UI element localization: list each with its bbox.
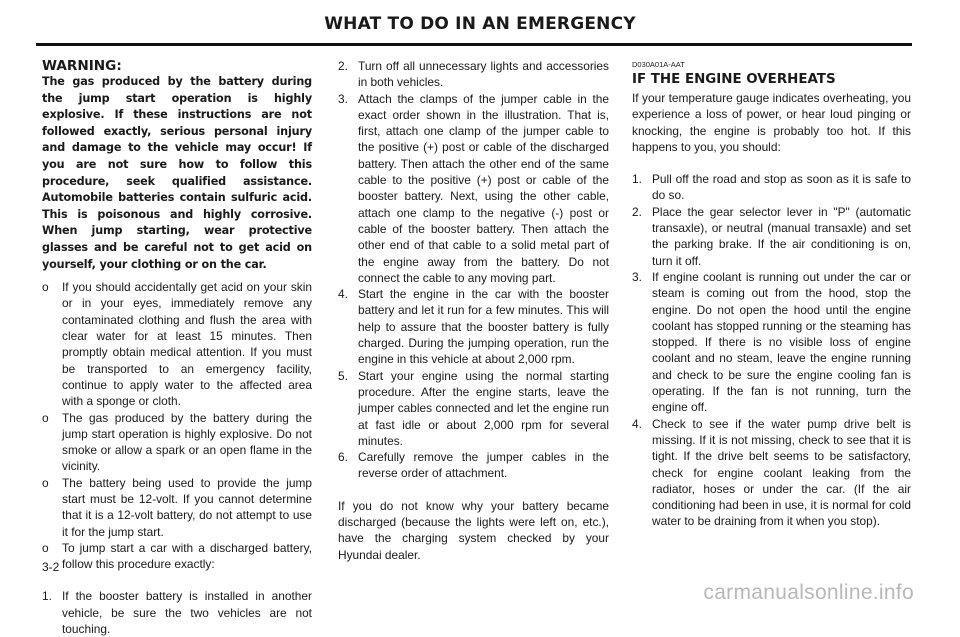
column-middle [338, 58, 609, 563]
bullet-list [42, 279, 312, 572]
bullet-marker: o [42, 410, 49, 425]
step-text: Pull off the road and stop as soon as it is safe to do so. [652, 172, 911, 203]
step-text: Attach the clamps of the jumper cable in the exact order shown in the illustration. That is, first, attach one clamp of the jumper cable to the positive (+) post or cable of the discharged battery. Then attach the other end of the same cable to the positive (+) post or cable of the booster battery. Next, using the other cable, attach one clamp to the negative (-) post or cable of the booster battery. Then attach the other end of that cable to a solid metal part of the engine away from the battery. Do not connect the cable to any moving part. [358, 91, 609, 285]
bullet-text: To jump start a car with a discharged battery, follow this procedure exactly: [62, 540, 312, 572]
step-number: 4. [632, 416, 642, 431]
header-rule [36, 43, 912, 46]
step-text: If the booster battery is installed in another vehicle, be sure the two vehicles are not touching. [62, 589, 312, 637]
step-item [338, 58, 609, 91]
list-item [42, 475, 312, 540]
closing-paragraph: If you do not know why your battery became discharged (because the lights were left on, etc.), have the charging system checked by your Hyundai dealer. [338, 498, 609, 562]
intro-paragraph: If your temperature gauge indicates overheating, you experience a loss of power, or hear loud pinging or knocking, the engine is probably too hot. If this happens to you, you should: [632, 91, 911, 154]
step-number: 4. [338, 287, 348, 302]
warning-title: WARNING: [42, 58, 122, 74]
step-number: 2. [632, 204, 642, 219]
step-item [632, 204, 911, 269]
warning-text: The gas produced by the battery during the jump start operation is highly explosive. If these instructions are not followed exactly, serious personal injury and damage to the vehicle may occur! If you are not sure how to follow this procedure, seek qualified assistance. Automobile batteries contain sulfuric acid. This is poisonous and highly corrosive. When jump starting, wear protective glasses and be careful not to get acid on yourself, your clothing or on the car. [42, 75, 312, 271]
step-number: 3. [338, 91, 348, 106]
section-title: IF THE ENGINE OVERHEATS [632, 72, 836, 87]
step-text: Start your engine using the normal starting procedure. After the engine starts, leave the jumper cables connected and let the engine run at fast idle or about 2,000 rpm for several minutes. [358, 368, 609, 448]
step-text: Place the gear selector lever in "P" (automatic transaxle), or neutral (manual transaxle) and set the parking brake. If the air conditioning is on, turn it off. [652, 204, 911, 268]
step-number: 1. [632, 172, 642, 187]
step-number: 6. [338, 450, 348, 465]
bullet-text: If you should accidentally get acid on your skin or in your eyes, immediately remove any contaminated clothing and flush the area with clear water for at least 15 minutes. Then promptly obtain medical attention. If you must be transported to an emergency facility, continue to apply water to the affected area with a sponge or cloth. [62, 280, 312, 409]
list-item [42, 279, 312, 409]
column-left [42, 58, 312, 637]
step-number: 3. [632, 269, 642, 284]
page-number: 3-2 [42, 560, 60, 574]
step-item [632, 269, 911, 416]
bullet-text: The battery being used to provide the jump start must be 12-volt. If you cannot determine that it is a 12-volt battery, do not attempt to use it for the jump start. [62, 475, 312, 539]
step-text: Check to see if the water pump drive belt is missing. If it is not missing, check to see that it is tight. If the drive belt seems to be satisfactory, check for engine coolant leaking from the radiator, hoses or under the car. (If the air conditioning had been in use, it is normal for cold water to be draining from it when you stop). [652, 416, 911, 529]
bullet-text: The gas produced by the battery during the jump start operation is highly explosive. Do not smoke or allow a spark or an open flame in the vicinity. [62, 410, 312, 474]
step-item [632, 171, 911, 204]
step-number: 2. [338, 59, 348, 73]
step-text: If engine coolant is running out under the car or steam is coming out from the hood, stop the engine. Do not open the hood until the engine coolant has stopped running or the steaming has stopped. If there is no visible loss of engine coolant and no steam, leave the engine running and check to be sure the engine cooling fan is operating. If the fan is not running, turn the engine off. [652, 269, 911, 415]
page-title: WHAT TO DO IN AN EMERGENCY [324, 14, 636, 34]
bullet-marker: o [42, 280, 49, 295]
step-number: 5. [338, 368, 348, 383]
section-code: D030A01A-AAT [632, 60, 685, 69]
step-number: 1. [42, 589, 52, 604]
bullet-marker: o [42, 475, 49, 490]
list-item [42, 540, 312, 573]
step-item [338, 91, 609, 287]
step-text: Carefully remove the jumper cables in the reverse order of attachment. [358, 450, 609, 481]
list-item [42, 410, 312, 475]
step-item [338, 368, 609, 449]
column-right [632, 58, 911, 530]
step-item [338, 449, 609, 482]
watermark: carmanualsonline.info [703, 581, 914, 604]
bullet-marker: o [42, 540, 49, 555]
step-text: Turn off all unnecessary lights and accessories in both vehicles. [358, 59, 609, 90]
step-item [632, 416, 911, 530]
step-text: Start the engine in the car with the booster battery and let it run for a few minutes. This will help to assure that the booster battery is fully charged. During the jumping operation, run the engine in this vehicle at about 2,000 rpm. [358, 287, 609, 367]
step-item [338, 286, 609, 367]
step-item [42, 588, 312, 637]
